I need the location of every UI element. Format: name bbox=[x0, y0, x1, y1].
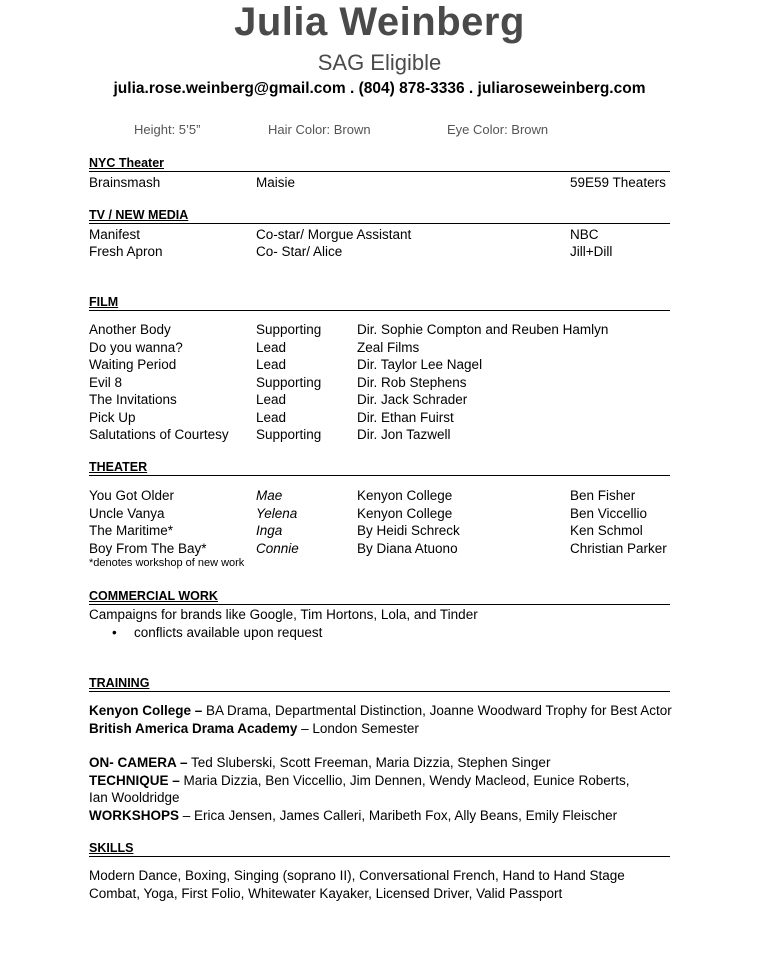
section-heading-tv: TV / NEW MEDIA bbox=[89, 208, 670, 224]
credit-network: Jill+Dill bbox=[570, 244, 613, 259]
credit-venue: Kenyon College bbox=[357, 488, 453, 503]
resume-name: Julia Weinberg bbox=[234, 0, 525, 44]
credit-role: Lead bbox=[256, 392, 287, 407]
commercial-text: Campaigns for brands like Google, Tim Hortons, Lola, and Tinder bbox=[89, 607, 478, 622]
credit-role: Maisie bbox=[256, 175, 296, 190]
credit-venue: By Diana Atuono bbox=[357, 540, 458, 556]
credit-venue: Kenyon College bbox=[357, 505, 453, 521]
hair-stat: Hair Color: Brown bbox=[268, 122, 371, 137]
credit-title: Uncle Vanya bbox=[89, 505, 165, 521]
training-technique bbox=[89, 772, 649, 807]
credit-venue: By Heidi Schreck bbox=[357, 523, 460, 538]
credit-row bbox=[89, 226, 679, 243]
credit-title: Boy From The Bay* bbox=[89, 540, 207, 556]
credit-director: Dir. Sophie Compton and Reuben Hamlyn bbox=[357, 322, 609, 337]
credit-director: Ken Schmol bbox=[570, 523, 643, 538]
credit-title: You Got Older bbox=[89, 488, 175, 503]
training-detail: – Erica Jensen, James Calleri, Maribeth Fox, Ally Beans, Emily Fleischer bbox=[179, 807, 618, 823]
credit-row bbox=[89, 391, 679, 408]
credit-title: Waiting Period bbox=[89, 357, 177, 372]
credit-row bbox=[89, 487, 679, 504]
contact-line: julia.rose.weinberg@gmail.com . (804) 878-3336 . juliaroseweinberg.com bbox=[113, 80, 646, 97]
credit-role: Inga bbox=[256, 523, 283, 538]
training-kenyon bbox=[89, 702, 679, 720]
credit-title: The Invitations bbox=[89, 392, 177, 407]
credit-title: Evil 8 bbox=[89, 374, 123, 390]
credit-title: Fresh Apron bbox=[89, 244, 163, 259]
training-label: TECHNIQUE – bbox=[89, 772, 180, 788]
credit-director: Dir. Jack Schrader bbox=[357, 392, 468, 407]
credit-title: The Maritime* bbox=[89, 523, 174, 538]
bullet-dot: • bbox=[112, 625, 117, 640]
credit-title: Brainsmash bbox=[89, 175, 161, 190]
credit-row bbox=[89, 356, 679, 373]
training-detail: Ted Sluberski, Scott Freeman, Maria Dizzia, Stephen Singer bbox=[187, 755, 551, 770]
height-stat: Height: 5’5” bbox=[134, 122, 201, 137]
credit-row bbox=[89, 540, 679, 557]
credit-title: Do you wanna? bbox=[89, 339, 183, 355]
credit-director: Dir. Jon Tazwell bbox=[357, 427, 451, 442]
training-detail: – London Semester bbox=[297, 720, 419, 736]
training-workshops bbox=[89, 807, 679, 825]
eye-stat: Eye Color: Brown bbox=[447, 122, 549, 137]
credit-director: Zeal Films bbox=[357, 339, 420, 355]
section-heading-training: TRAINING bbox=[89, 676, 670, 692]
credit-row bbox=[89, 522, 679, 539]
credit-role: Co-star/ Morgue Assistant bbox=[256, 227, 412, 242]
credit-title: Manifest bbox=[89, 227, 141, 242]
workshop-footnote: *denotes workshop of new work bbox=[89, 557, 245, 569]
credit-row bbox=[89, 243, 679, 260]
credit-role: Supporting bbox=[256, 427, 322, 442]
credit-venue: 59E59 Theaters bbox=[570, 175, 666, 190]
training-label: ON- CAMERA – bbox=[89, 755, 188, 770]
credit-role: Supporting bbox=[256, 322, 322, 337]
training-detail: BA Drama, Departmental Distinction, Joanne Woodward Trophy for Best Actor bbox=[202, 703, 672, 718]
section-heading-nyc-theater: NYC Theater bbox=[89, 156, 670, 172]
credit-role: Connie bbox=[256, 540, 299, 556]
training-label: Kenyon College – bbox=[89, 703, 203, 718]
training-detail: Maria Dizzia, Ben Viccellio, Jim Dennen, Wendy Macleod, Eunice Roberts, Ian Wooldridge bbox=[89, 772, 630, 805]
training-label: WORKSHOPS bbox=[89, 807, 180, 823]
credit-role: Yelena bbox=[256, 505, 298, 521]
credit-row bbox=[89, 374, 679, 391]
credit-role: Lead bbox=[256, 339, 287, 355]
credit-role: Lead bbox=[256, 409, 287, 425]
union-status: SAG Eligible bbox=[317, 50, 442, 75]
section-heading-film: FILM bbox=[89, 295, 670, 311]
credit-row bbox=[89, 321, 679, 338]
credit-row bbox=[89, 409, 679, 426]
training-bada bbox=[89, 720, 679, 738]
commercial-bullet bbox=[112, 624, 322, 641]
credit-title: Pick Up bbox=[89, 409, 136, 425]
credit-row bbox=[89, 426, 679, 443]
credit-role: Mae bbox=[256, 488, 283, 503]
credit-role: Lead bbox=[256, 357, 287, 372]
credit-director: Ben Fisher bbox=[570, 488, 636, 503]
credit-title: Another Body bbox=[89, 322, 171, 337]
training-label: British America Drama Academy bbox=[89, 720, 298, 736]
credit-director: Dir. Ethan Fuirst bbox=[357, 409, 454, 425]
credit-title: Salutations of Courtesy bbox=[89, 427, 229, 442]
credit-row bbox=[89, 505, 679, 522]
credit-row bbox=[89, 174, 679, 191]
credit-director: Christian Parker bbox=[570, 540, 667, 556]
credit-director: Dir. Taylor Lee Nagel bbox=[357, 357, 483, 372]
training-on-camera bbox=[89, 754, 679, 772]
credit-director: Dir. Rob Stephens bbox=[357, 374, 467, 390]
bullet-text: conflicts available upon request bbox=[134, 625, 323, 640]
credit-role: Supporting bbox=[256, 374, 322, 390]
section-heading-commercial: COMMERCIAL WORK bbox=[89, 589, 670, 605]
credit-role: Co- Star/ Alice bbox=[256, 244, 343, 259]
section-heading-theater: THEATER bbox=[89, 460, 670, 476]
section-heading-skills: SKILLS bbox=[89, 841, 670, 857]
credit-network: NBC bbox=[570, 227, 599, 242]
skills-text: Modern Dance, Boxing, Singing (soprano II), Conversational French, Hand to Hand Stage Combat, Yoga, First Folio, Whitewater Kayaker, Licensed Driver, Valid Passport bbox=[89, 868, 625, 901]
credit-row bbox=[89, 339, 679, 356]
credit-director: Ben Viccellio bbox=[570, 505, 648, 521]
